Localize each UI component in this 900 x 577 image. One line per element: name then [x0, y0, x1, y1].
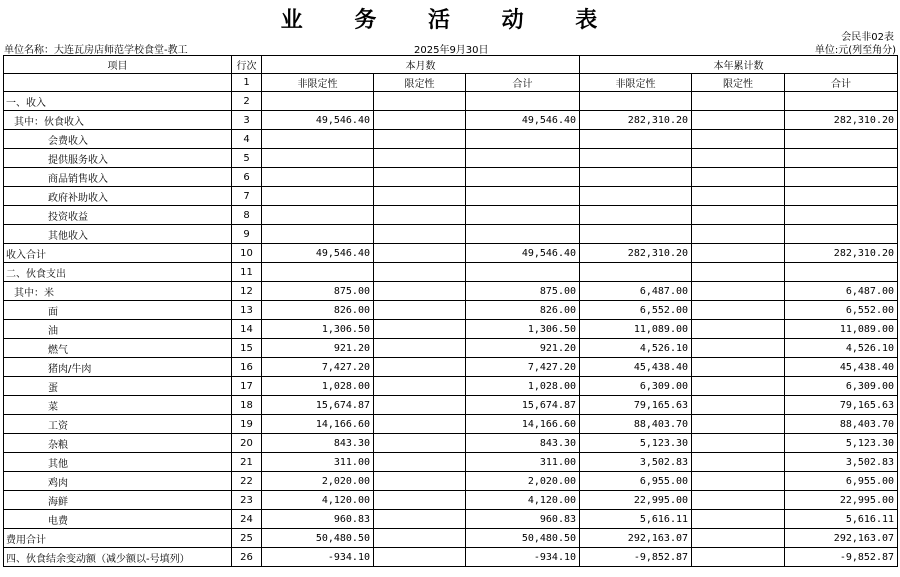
row-line-number: 25 [232, 529, 262, 548]
month-unrestricted: 7,427.20 [262, 358, 374, 377]
month-restricted [374, 434, 466, 453]
ytd-total: 282,310.20 [785, 111, 898, 130]
report-title: 业 务 活 动 表 [280, 8, 620, 33]
month-restricted [374, 92, 466, 111]
row-item: 燃气 [4, 339, 232, 358]
ytd-restricted [692, 339, 785, 358]
month-unrestricted [262, 187, 374, 206]
month-total: 1,306.50 [466, 320, 580, 339]
month-restricted [374, 168, 466, 187]
ytd-unrestricted: 6,309.00 [580, 377, 692, 396]
table-row [4, 510, 898, 529]
month-total: 843.30 [466, 434, 580, 453]
month-total: 15,674.87 [466, 396, 580, 415]
ytd-total [785, 206, 898, 225]
table-row [4, 339, 898, 358]
ytd-unrestricted [580, 149, 692, 168]
row-item: 菜 [4, 396, 232, 415]
ytd-total [785, 187, 898, 206]
ytd-total: 5,123.30 [785, 434, 898, 453]
month-unrestricted [262, 92, 374, 111]
row-line-number: 12 [232, 282, 262, 301]
ytd-total [785, 149, 898, 168]
row-line-number: 11 [232, 263, 262, 282]
month-unrestricted: 826.00 [262, 301, 374, 320]
month-total: 875.00 [466, 282, 580, 301]
month-total [466, 149, 580, 168]
month-total: 4,120.00 [466, 491, 580, 510]
table-row [4, 130, 898, 149]
ytd-restricted [692, 529, 785, 548]
month-unrestricted [262, 263, 374, 282]
month-restricted [374, 130, 466, 149]
month-restricted [374, 244, 466, 263]
row-item: 投资收益 [4, 206, 232, 225]
ytd-restricted [692, 453, 785, 472]
header-ytd-restricted: 限定性 [692, 74, 785, 92]
ytd-total: 282,310.20 [785, 244, 898, 263]
ytd-total: 6,552.00 [785, 301, 898, 320]
month-total [466, 130, 580, 149]
row-line-number: 4 [232, 130, 262, 149]
row-item: 工资 [4, 415, 232, 434]
table-row [4, 149, 898, 168]
month-restricted [374, 358, 466, 377]
row-item: 四、伙食结余变动额（减少额以-号填列） [4, 548, 232, 567]
row-item: 其他收入 [4, 225, 232, 244]
table-row [4, 187, 898, 206]
table-row [4, 434, 898, 453]
ytd-unrestricted: 11,089.00 [580, 320, 692, 339]
row-line-number: 8 [232, 206, 262, 225]
ytd-restricted [692, 168, 785, 187]
table-row [4, 225, 898, 244]
month-restricted [374, 529, 466, 548]
row-line-number: 26 [232, 548, 262, 567]
ytd-unrestricted: 4,526.10 [580, 339, 692, 358]
ytd-restricted [692, 415, 785, 434]
header-month: 本月数 [262, 56, 580, 74]
row-item: 会费收入 [4, 130, 232, 149]
row-line-number: 7 [232, 187, 262, 206]
table-row [4, 282, 898, 301]
month-restricted [374, 301, 466, 320]
row-item: 一、收入 [4, 92, 232, 111]
table-row [4, 472, 898, 491]
ytd-restricted [692, 263, 785, 282]
row-line-number: 20 [232, 434, 262, 453]
month-unrestricted: 14,166.60 [262, 415, 374, 434]
ytd-unrestricted: 292,163.07 [580, 529, 692, 548]
ytd-restricted [692, 92, 785, 111]
ytd-restricted [692, 130, 785, 149]
ytd-restricted [692, 358, 785, 377]
ytd-unrestricted [580, 130, 692, 149]
ytd-restricted [692, 320, 785, 339]
month-unrestricted [262, 225, 374, 244]
row-line-number: 5 [232, 149, 262, 168]
month-total: 49,546.40 [466, 111, 580, 130]
ytd-restricted [692, 244, 785, 263]
month-total [466, 168, 580, 187]
report-info-line [4, 41, 896, 54]
ytd-restricted [692, 187, 785, 206]
row-item: 蛋 [4, 377, 232, 396]
row-item: 政府补助收入 [4, 187, 232, 206]
row-line-number: 10 [232, 244, 262, 263]
table-row [4, 92, 898, 111]
ytd-total [785, 92, 898, 111]
month-restricted [374, 377, 466, 396]
month-unrestricted [262, 149, 374, 168]
month-total [466, 225, 580, 244]
ytd-restricted [692, 472, 785, 491]
month-restricted [374, 491, 466, 510]
row-item: 商品销售收入 [4, 168, 232, 187]
month-unrestricted [262, 206, 374, 225]
ytd-unrestricted: -9,852.87 [580, 548, 692, 567]
ytd-restricted [692, 434, 785, 453]
month-restricted [374, 415, 466, 434]
month-restricted [374, 263, 466, 282]
month-total [466, 187, 580, 206]
row-line-number: 22 [232, 472, 262, 491]
ytd-unrestricted: 79,165.63 [580, 396, 692, 415]
table-row [4, 415, 898, 434]
row-line-number: 14 [232, 320, 262, 339]
ytd-unrestricted [580, 187, 692, 206]
month-restricted [374, 453, 466, 472]
ytd-unrestricted [580, 92, 692, 111]
ytd-unrestricted: 6,552.00 [580, 301, 692, 320]
ytd-unrestricted: 45,438.40 [580, 358, 692, 377]
ytd-total [785, 130, 898, 149]
month-total [466, 263, 580, 282]
table-row [4, 548, 898, 567]
row-item: 二、伙食支出 [4, 263, 232, 282]
row-item: 提供服务收入 [4, 149, 232, 168]
row-line-number: 16 [232, 358, 262, 377]
header-month-unrestricted: 非限定性 [262, 74, 374, 92]
ytd-restricted [692, 225, 785, 244]
month-unrestricted: -934.10 [262, 548, 374, 567]
business-activity-table [3, 55, 898, 567]
row-item: 电费 [4, 510, 232, 529]
row-line-number: 18 [232, 396, 262, 415]
row-line-number: 6 [232, 168, 262, 187]
month-total: 921.20 [466, 339, 580, 358]
ytd-unrestricted: 282,310.20 [580, 111, 692, 130]
row-line-number: 13 [232, 301, 262, 320]
row-line-number: 2 [232, 92, 262, 111]
ytd-restricted [692, 206, 785, 225]
ytd-unrestricted [580, 168, 692, 187]
ytd-unrestricted: 282,310.20 [580, 244, 692, 263]
month-restricted [374, 339, 466, 358]
form-number: 会民非02表 [841, 32, 894, 43]
month-total: 7,427.20 [466, 358, 580, 377]
row-item: 其中：伙食收入 [4, 111, 232, 130]
table-row [4, 491, 898, 510]
month-unrestricted: 875.00 [262, 282, 374, 301]
ytd-unrestricted: 6,955.00 [580, 472, 692, 491]
month-total: 826.00 [466, 301, 580, 320]
ytd-total: 22,995.00 [785, 491, 898, 510]
table-row [4, 396, 898, 415]
ytd-unrestricted: 3,502.83 [580, 453, 692, 472]
row-line-number: 21 [232, 453, 262, 472]
month-total: 960.83 [466, 510, 580, 529]
month-unrestricted: 4,120.00 [262, 491, 374, 510]
month-unrestricted: 15,674.87 [262, 396, 374, 415]
month-restricted [374, 206, 466, 225]
ytd-total: 11,089.00 [785, 320, 898, 339]
report-date: 2025年9月30日 [414, 45, 489, 56]
ytd-restricted [692, 396, 785, 415]
month-total: 49,546.40 [466, 244, 580, 263]
month-unrestricted: 49,546.40 [262, 244, 374, 263]
row-line-number: 17 [232, 377, 262, 396]
ytd-restricted [692, 149, 785, 168]
header-row-1 [4, 56, 898, 74]
table-row [4, 358, 898, 377]
month-unrestricted: 49,546.40 [262, 111, 374, 130]
header-line-number: 1 [232, 74, 262, 92]
month-total [466, 206, 580, 225]
table-row [4, 244, 898, 263]
row-line-number: 24 [232, 510, 262, 529]
month-unrestricted: 311.00 [262, 453, 374, 472]
month-total [466, 92, 580, 111]
table-row [4, 168, 898, 187]
ytd-total [785, 263, 898, 282]
ytd-unrestricted [580, 206, 692, 225]
row-line-number: 9 [232, 225, 262, 244]
month-unrestricted: 1,028.00 [262, 377, 374, 396]
ytd-total: 5,616.11 [785, 510, 898, 529]
month-unrestricted: 921.20 [262, 339, 374, 358]
row-line-number: 23 [232, 491, 262, 510]
ytd-restricted [692, 282, 785, 301]
ytd-total: 6,955.00 [785, 472, 898, 491]
table-row [4, 263, 898, 282]
table-row [4, 206, 898, 225]
ytd-total: 79,165.63 [785, 396, 898, 415]
table-row [4, 377, 898, 396]
currency-unit: 单位:元(列至角分) [814, 45, 896, 56]
month-unrestricted: 843.30 [262, 434, 374, 453]
month-restricted [374, 225, 466, 244]
month-total: 311.00 [466, 453, 580, 472]
header-item-blank [4, 74, 232, 92]
row-item: 猪肉/牛肉 [4, 358, 232, 377]
ytd-total: 6,309.00 [785, 377, 898, 396]
ytd-total: 45,438.40 [785, 358, 898, 377]
month-restricted [374, 548, 466, 567]
ytd-total: 3,502.83 [785, 453, 898, 472]
ytd-restricted [692, 301, 785, 320]
table-row [4, 111, 898, 130]
table-row [4, 301, 898, 320]
month-total: -934.10 [466, 548, 580, 567]
row-item: 其中：米 [4, 282, 232, 301]
row-line-number: 3 [232, 111, 262, 130]
ytd-restricted [692, 491, 785, 510]
table-row [4, 529, 898, 548]
row-item: 费用合计 [4, 529, 232, 548]
ytd-restricted [692, 377, 785, 396]
month-restricted [374, 111, 466, 130]
month-total: 14,166.60 [466, 415, 580, 434]
month-unrestricted [262, 130, 374, 149]
ytd-total [785, 168, 898, 187]
ytd-total: 6,487.00 [785, 282, 898, 301]
month-total: 1,028.00 [466, 377, 580, 396]
month-restricted [374, 396, 466, 415]
month-unrestricted: 1,306.50 [262, 320, 374, 339]
row-item: 其他 [4, 453, 232, 472]
ytd-unrestricted [580, 225, 692, 244]
ytd-unrestricted: 5,616.11 [580, 510, 692, 529]
unit-name: 单位名称：大连瓦房店师范学校食堂-教工 [4, 45, 188, 56]
ytd-unrestricted: 88,403.70 [580, 415, 692, 434]
row-item: 收入合计 [4, 244, 232, 263]
ytd-unrestricted: 5,123.30 [580, 434, 692, 453]
header-month-total: 合计 [466, 74, 580, 92]
month-restricted [374, 510, 466, 529]
month-restricted [374, 187, 466, 206]
month-unrestricted: 2,020.00 [262, 472, 374, 491]
row-item: 油 [4, 320, 232, 339]
month-unrestricted: 960.83 [262, 510, 374, 529]
ytd-restricted [692, 548, 785, 567]
table-row [4, 453, 898, 472]
header-ytd-unrestricted: 非限定性 [580, 74, 692, 92]
ytd-total: 88,403.70 [785, 415, 898, 434]
ytd-unrestricted: 6,487.00 [580, 282, 692, 301]
table-row [4, 320, 898, 339]
ytd-total [785, 225, 898, 244]
month-total: 50,480.50 [466, 529, 580, 548]
month-restricted [374, 472, 466, 491]
month-restricted [374, 149, 466, 168]
row-item: 面 [4, 301, 232, 320]
header-ytd: 本年累计数 [580, 56, 898, 74]
row-item: 杂粮 [4, 434, 232, 453]
row-line-number: 15 [232, 339, 262, 358]
month-restricted [374, 282, 466, 301]
ytd-restricted [692, 510, 785, 529]
ytd-total: -9,852.87 [785, 548, 898, 567]
month-restricted [374, 320, 466, 339]
ytd-total: 292,163.07 [785, 529, 898, 548]
month-unrestricted: 50,480.50 [262, 529, 374, 548]
table-body [4, 92, 898, 567]
header-row-2 [4, 74, 898, 92]
header-item: 项目 [4, 56, 232, 74]
month-unrestricted [262, 168, 374, 187]
ytd-restricted [692, 111, 785, 130]
ytd-unrestricted [580, 263, 692, 282]
header-ytd-total: 合计 [785, 74, 898, 92]
ytd-unrestricted: 22,995.00 [580, 491, 692, 510]
header-line: 行次 [232, 56, 262, 74]
ytd-total: 4,526.10 [785, 339, 898, 358]
row-line-number: 19 [232, 415, 262, 434]
header-month-restricted: 限定性 [374, 74, 466, 92]
month-total: 2,020.00 [466, 472, 580, 491]
row-item: 海鲜 [4, 491, 232, 510]
row-item: 鸡肉 [4, 472, 232, 491]
